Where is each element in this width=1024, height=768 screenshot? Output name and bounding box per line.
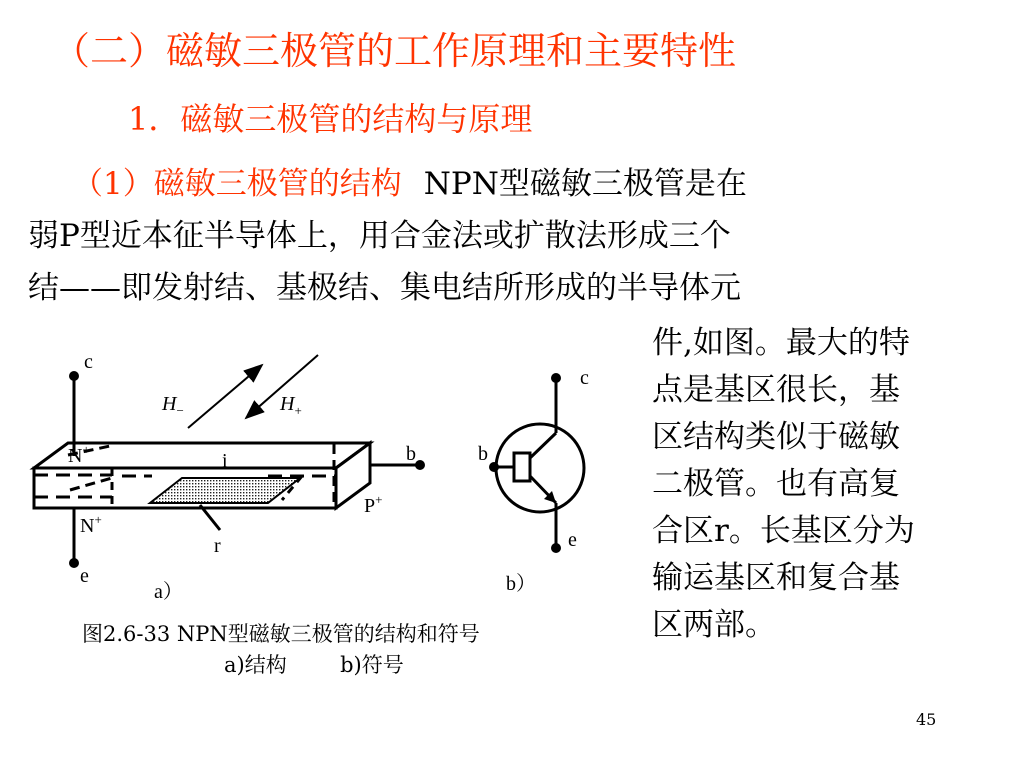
label-h-minus: $H_-$ (162, 393, 184, 418)
panel-label-a: a） (154, 581, 183, 603)
paragraph-line-3: 结——即发射结、基极结、集电结所形成的半导体元 (28, 270, 741, 306)
label-r-region: r (214, 535, 221, 557)
figure-caption-line-2: a)结构 b)符号 (224, 653, 404, 677)
label-base: b (406, 443, 416, 465)
collector-terminal (69, 371, 79, 381)
paragraph-line-1-text: NPN型磁敏三极管是在 (423, 166, 747, 202)
side-line-5: 合区r。长基区分为 (652, 513, 915, 549)
symbol-base-terminal (489, 462, 499, 472)
label-n-plus-top: N+ (68, 442, 90, 467)
symbol-label-e: e (568, 529, 577, 551)
page-number: 45 (916, 710, 937, 729)
slide-title: （二）磁敏三极管的工作原理和主要特性 (52, 29, 737, 73)
paragraph-line-2: 弱P型近本征半导体上，用合金法或扩散法形成三个 (28, 218, 731, 254)
label-collector: c (84, 351, 93, 373)
symbol-label-b: b (478, 443, 488, 465)
side-line-6: 输运基区和复合基 (652, 560, 900, 596)
transistor-structure-diagram (34, 351, 425, 603)
symbol-collector-line (530, 433, 556, 458)
emitter-terminal (69, 558, 79, 568)
label-h-plus: $H_+$ (280, 393, 302, 418)
side-line-1: 件,如图。最大的特 (652, 325, 910, 361)
base-terminal (415, 460, 425, 470)
symbol-label-c: c (580, 367, 589, 389)
transistor-symbol-diagram (478, 367, 589, 595)
side-line-2: 点是基区很长，基 (652, 372, 900, 408)
label-n-plus-bottom: N+ (80, 512, 102, 537)
slide-subtitle: 1．磁敏三极管的结构与原理 (128, 100, 533, 138)
symbol-collector-terminal (551, 373, 561, 383)
field-arrow-minus (188, 365, 262, 428)
side-line-4: 二极管。也有高复 (652, 466, 900, 502)
symbol-base-bar (514, 453, 530, 481)
section-heading: （1）磁敏三极管的结构 (72, 166, 402, 202)
figure-caption-line-1: 图2.6-33 NPN型磁敏三极管的结构和符号 (82, 622, 480, 646)
panel-label-b: b） (506, 573, 536, 595)
side-line-7: 区两部。 (652, 607, 776, 643)
label-i-region: i (222, 450, 228, 472)
side-line-3: 区结构类似于磁敏 (652, 419, 900, 455)
label-emitter: e (80, 565, 89, 587)
symbol-emitter-terminal (551, 543, 561, 553)
label-p-plus: P+ (364, 492, 383, 517)
